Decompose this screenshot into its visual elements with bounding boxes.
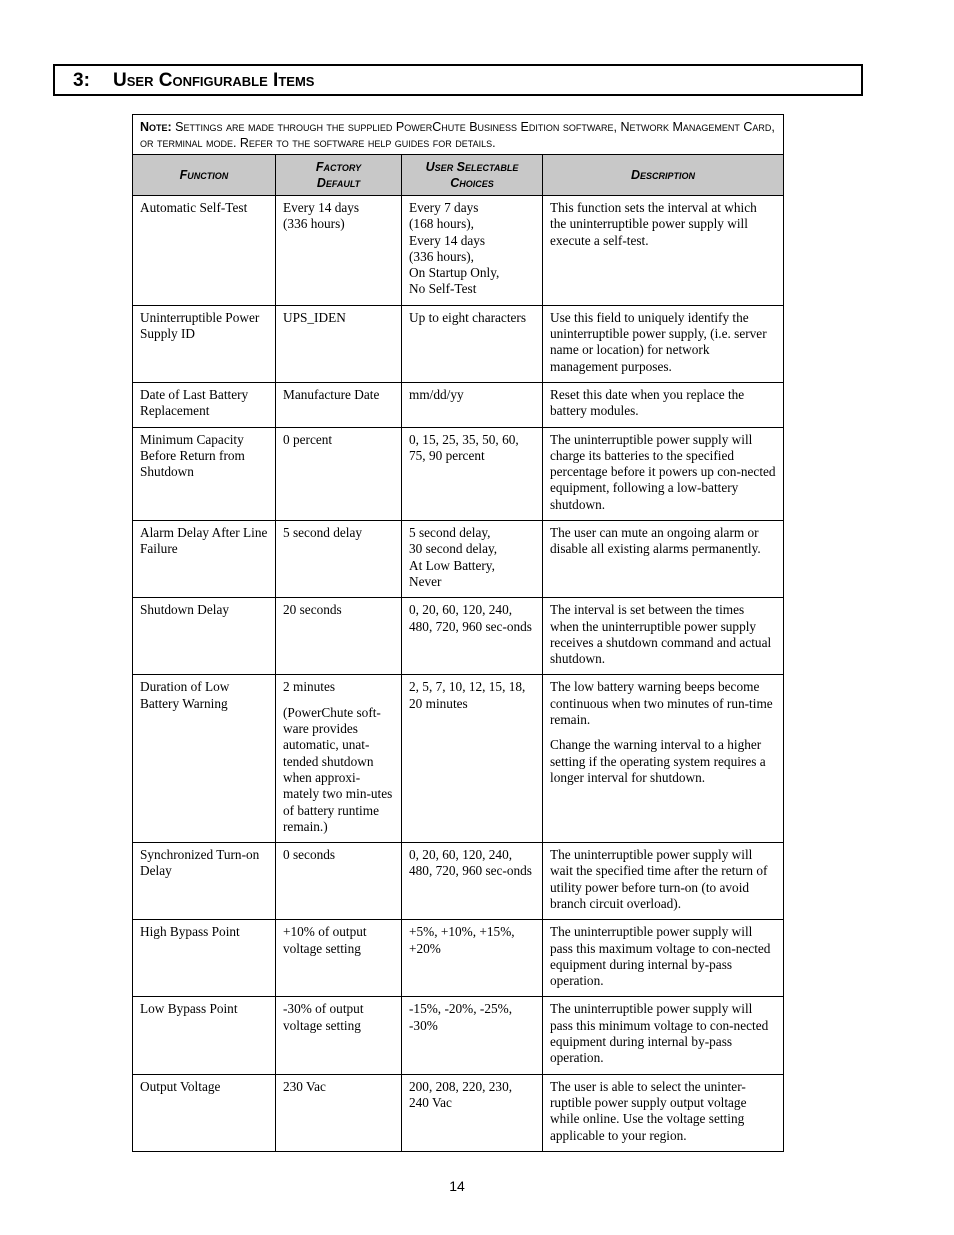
cell-factory-default-paragraph: Every 14 days (336 hours) <box>283 200 360 232</box>
cell-description <box>543 843 784 920</box>
cell-description <box>543 997 784 1074</box>
note-row <box>133 115 784 155</box>
cell-factory-default-paragraph: 2 minutes <box>283 679 336 695</box>
cell-description <box>543 920 784 997</box>
header-line: Function <box>179 168 229 182</box>
cell-function: High Bypass Point <box>133 920 276 997</box>
cell-factory-default <box>276 427 402 520</box>
cell-function: Synchronized Turn-on Delay <box>133 843 276 920</box>
cell-factory-default <box>276 843 402 920</box>
cell-factory-default <box>276 196 402 306</box>
cell-factory-default <box>276 920 402 997</box>
cell-function: Uninterruptible Power Supply ID <box>133 305 276 382</box>
note-cell <box>133 115 784 155</box>
page-number: 14 <box>449 1178 465 1194</box>
section-title <box>73 70 314 92</box>
table-row <box>133 382 784 427</box>
header-function <box>133 155 276 196</box>
cell-description <box>543 305 784 382</box>
cell-factory-default <box>276 521 402 598</box>
cell-description <box>543 675 784 843</box>
cell-choices: +5%, +10%, +15%, +20% <box>402 920 543 997</box>
table-row <box>133 1074 784 1151</box>
table-body <box>133 196 784 1152</box>
cell-function: Minimum Capacity Before Return from Shutdown <box>133 427 276 520</box>
cell-description-paragraph: The uninterruptible power supply will pass this minimum voltage to con-nected equipment during internal by-pass operation. <box>550 1001 769 1066</box>
table-row <box>133 598 784 675</box>
note-text: Settings are made through the supplied PowerChute Business Edition software, Network Management Card, or terminal mode. Refer to the software help guides for details. <box>140 120 775 150</box>
cell-description-paragraph: The low battery warning beeps become continuous when two minutes of run-time remain. <box>550 679 773 728</box>
cell-choices: Every 7 days (168 hours), Every 14 days (336 hours), On Startup Only, No Self-Test <box>402 196 543 306</box>
cell-factory-default-paragraph: (PowerChute soft-ware provides automatic, unat-tended shutdown when approxi-mately two min-utes of battery runtime remain.) <box>283 704 393 834</box>
cell-description-paragraph: This function sets the interval at which the uninterruptible power supply will execute a self-test. <box>550 200 757 248</box>
cell-factory-default <box>276 598 402 675</box>
configurable-items-table <box>132 114 784 1152</box>
cell-factory-default-paragraph: Manufacture Date <box>283 386 380 402</box>
table-row <box>133 675 784 843</box>
cell-choices: 0, 20, 60, 120, 240, 480, 720, 960 sec-onds <box>402 598 543 675</box>
cell-function: Duration of Low Battery Warning <box>133 675 276 843</box>
cell-description-paragraph: The uninterruptible power supply will charge its batteries to the specified percentage before it powers up con-nected equipment, following a low-battery shutdown. <box>550 431 776 512</box>
cell-factory-default-paragraph: UPS_IDEN <box>283 309 346 325</box>
header-line: User Selectable <box>425 160 519 174</box>
cell-factory-default <box>276 382 402 427</box>
cell-description <box>543 382 784 427</box>
table-row <box>133 427 784 520</box>
table-row <box>133 196 784 306</box>
cell-description <box>543 598 784 675</box>
header-description <box>543 155 784 196</box>
cell-factory-default-paragraph: 0 seconds <box>283 847 336 863</box>
cell-choices: Up to eight characters <box>402 305 543 382</box>
cell-factory-default <box>276 305 402 382</box>
cell-function: Alarm Delay After Line Failure <box>133 521 276 598</box>
cell-description-paragraph: The uninterruptible power supply will pass this maximum voltage to con-nected equipment during internal by-pass operation. <box>550 924 771 989</box>
cell-factory-default-paragraph: +10% of output voltage setting <box>283 924 367 956</box>
cell-factory-default <box>276 997 402 1074</box>
note-label: Note: <box>140 120 172 134</box>
cell-choices: 0, 20, 60, 120, 240, 480, 720, 960 sec-onds <box>402 843 543 920</box>
table-row <box>133 997 784 1074</box>
cell-description-paragraph: Use this field to uniquely identify the uninterruptible power supply, (i.e. server name or location) for network management purposes. <box>550 309 767 374</box>
cell-choices: 200, 208, 220, 230, 240 Vac <box>402 1074 543 1151</box>
cell-factory-default-paragraph: -30% of output voltage setting <box>283 1001 364 1033</box>
cell-choices: 2, 5, 7, 10, 12, 15, 18, 20 minutes <box>402 675 543 843</box>
section-title-text: User Configurable Items <box>113 70 315 91</box>
section-number: 3: <box>73 70 90 91</box>
cell-function: Low Bypass Point <box>133 997 276 1074</box>
cell-description <box>543 196 784 306</box>
table-row <box>133 305 784 382</box>
cell-choices: mm/dd/yy <box>402 382 543 427</box>
cell-description-paragraph: The interval is set between the times when the uninterruptible power supply receives a shutdown command and actual shutdown. <box>550 602 772 667</box>
cell-factory-default <box>276 1074 402 1151</box>
cell-function: Automatic Self-Test <box>133 196 276 306</box>
cell-description-paragraph: The uninterruptible power supply will wait the specified time after the return of utility power before turn-on (to avoid branch circuit overload). <box>550 847 768 911</box>
cell-choices: 5 second delay, 30 second delay, At Low Battery, Never <box>402 521 543 598</box>
cell-function: Output Voltage <box>133 1074 276 1151</box>
cell-description-paragraph: The user is able to select the uninter-ruptible power supply output voltage while online. Use the voltage setting applicable to your region. <box>550 1078 747 1143</box>
cell-description <box>543 521 784 598</box>
cell-description-paragraph: Change the warning interval to a higher setting if the operating system requires a longer interval for shutdown. <box>550 737 766 785</box>
cell-description <box>543 1074 784 1151</box>
cell-factory-default <box>276 675 402 843</box>
cell-description-paragraph: Reset this date when you replace the battery modules. <box>550 386 745 419</box>
table-row <box>133 843 784 920</box>
cell-factory-default-paragraph: 230 Vac <box>283 1078 326 1094</box>
header-line: Factory <box>315 160 362 174</box>
header-user-selectable-choices <box>402 155 543 196</box>
header-factory-default <box>276 155 402 196</box>
cell-description-paragraph: The user can mute an ongoing alarm or disable all existing alarms permanently. <box>550 525 761 557</box>
cell-factory-default-paragraph: 20 seconds <box>283 602 342 618</box>
header-line: Default <box>316 176 361 190</box>
cell-choices: -15%, -20%, -25%, -30% <box>402 997 543 1074</box>
cell-description <box>543 427 784 520</box>
cell-factory-default-paragraph: 0 percent <box>283 431 333 447</box>
header-line: Description <box>630 168 696 182</box>
table-row <box>133 920 784 997</box>
header-line: Choices <box>450 176 494 190</box>
table-row <box>133 521 784 598</box>
header-row <box>133 155 784 196</box>
cell-function: Date of Last Battery Replacement <box>133 382 276 427</box>
cell-function: Shutdown Delay <box>133 598 276 675</box>
cell-choices: 0, 15, 25, 35, 50, 60, 75, 90 percent <box>402 427 543 520</box>
cell-factory-default-paragraph: 5 second delay <box>283 525 363 541</box>
section-heading-box <box>53 64 863 96</box>
